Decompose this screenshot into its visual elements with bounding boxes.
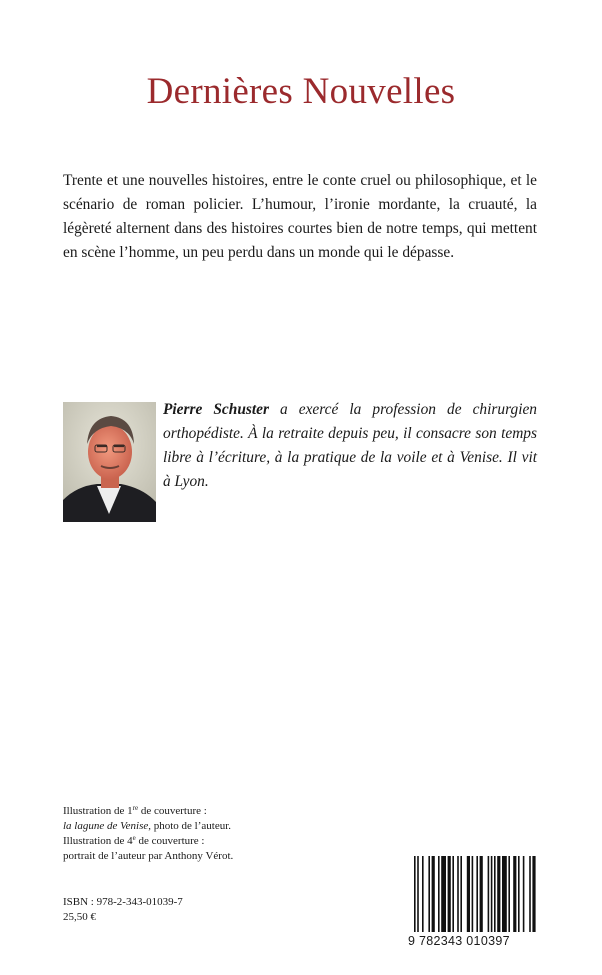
barcode-bar: [480, 856, 483, 932]
barcode-bar: [460, 856, 462, 932]
credit-text: de couverture :: [135, 835, 205, 847]
barcode-bar: [457, 856, 459, 932]
barcode-bar: [513, 856, 516, 932]
barcode-bar: [497, 856, 500, 932]
barcode: [408, 856, 540, 944]
barcode-bar: [428, 856, 430, 932]
barcode-digits: 9 782343 010397: [408, 934, 510, 948]
barcode-bar: [488, 856, 490, 932]
cover-credits: [63, 804, 363, 864]
price: 25,50 €: [63, 911, 96, 923]
credit-text: Illustration de 1: [63, 805, 133, 817]
barcode-bar: [422, 856, 424, 932]
author-bio: [163, 398, 537, 494]
barcode-bar: [502, 856, 507, 932]
credit-line-back: [63, 834, 363, 849]
author-photo: [63, 402, 156, 522]
book-title: Dernières Nouvelles: [146, 71, 456, 112]
barcode-bar: [518, 856, 520, 932]
barcode-bar: [523, 856, 525, 932]
barcode-bar: [441, 856, 446, 932]
barcode-bar: [508, 856, 510, 932]
barcode-bar: [467, 856, 470, 932]
author-name: Pierre Schuster: [163, 401, 269, 418]
isbn: ISBN : 978-2-343-01039-7: [63, 896, 183, 908]
credit-line-back-desc: portrait de l’auteur par Anthony Vérot.: [63, 850, 234, 862]
credit-line-front: [63, 804, 363, 819]
barcode-bar: [438, 856, 440, 932]
barcode-bar: [417, 856, 419, 932]
credit-text: , photo de l’auteur.: [148, 820, 232, 832]
credit-line-front-desc: [63, 819, 363, 834]
barcode-bar: [432, 856, 435, 932]
isbn-block: [63, 895, 183, 925]
credit-text: Illustration de 4: [63, 835, 133, 847]
author-bio-text: a exercé la profession de chirurgien orthopédiste. À la retraite depuis peu, il consacre son temps libre à l’écriture, à la pratique de la voile et à Venise. Il vit à Lyon.: [163, 401, 537, 490]
barcode-bar: [476, 856, 478, 932]
barcode-bar: [448, 856, 451, 932]
credit-sup: re: [132, 804, 139, 812]
credit-italic: la lagune de Venise: [63, 820, 149, 832]
barcode-bar: [532, 856, 535, 932]
barcode-bar: [414, 856, 416, 932]
book-blurb: Trente et une nouvelles histoires, entre le conte cruel ou philosophique, et le scénario de roman policier. L’humour, l’ironie mordante, la cruauté, la légèreté alternent dans des histoires courtes bien de notre temps, qui mettent en scène l’homme, un peu perdu dans un monde qui le dépasse.: [63, 172, 537, 261]
barcode-bar: [452, 856, 454, 932]
credit-sup: e: [132, 834, 136, 842]
barcode-bar: [494, 856, 496, 932]
barcode-bar: [529, 856, 531, 932]
credit-text: de couverture :: [138, 805, 207, 817]
barcode-bar: [491, 856, 493, 932]
barcode-bar: [472, 856, 474, 932]
